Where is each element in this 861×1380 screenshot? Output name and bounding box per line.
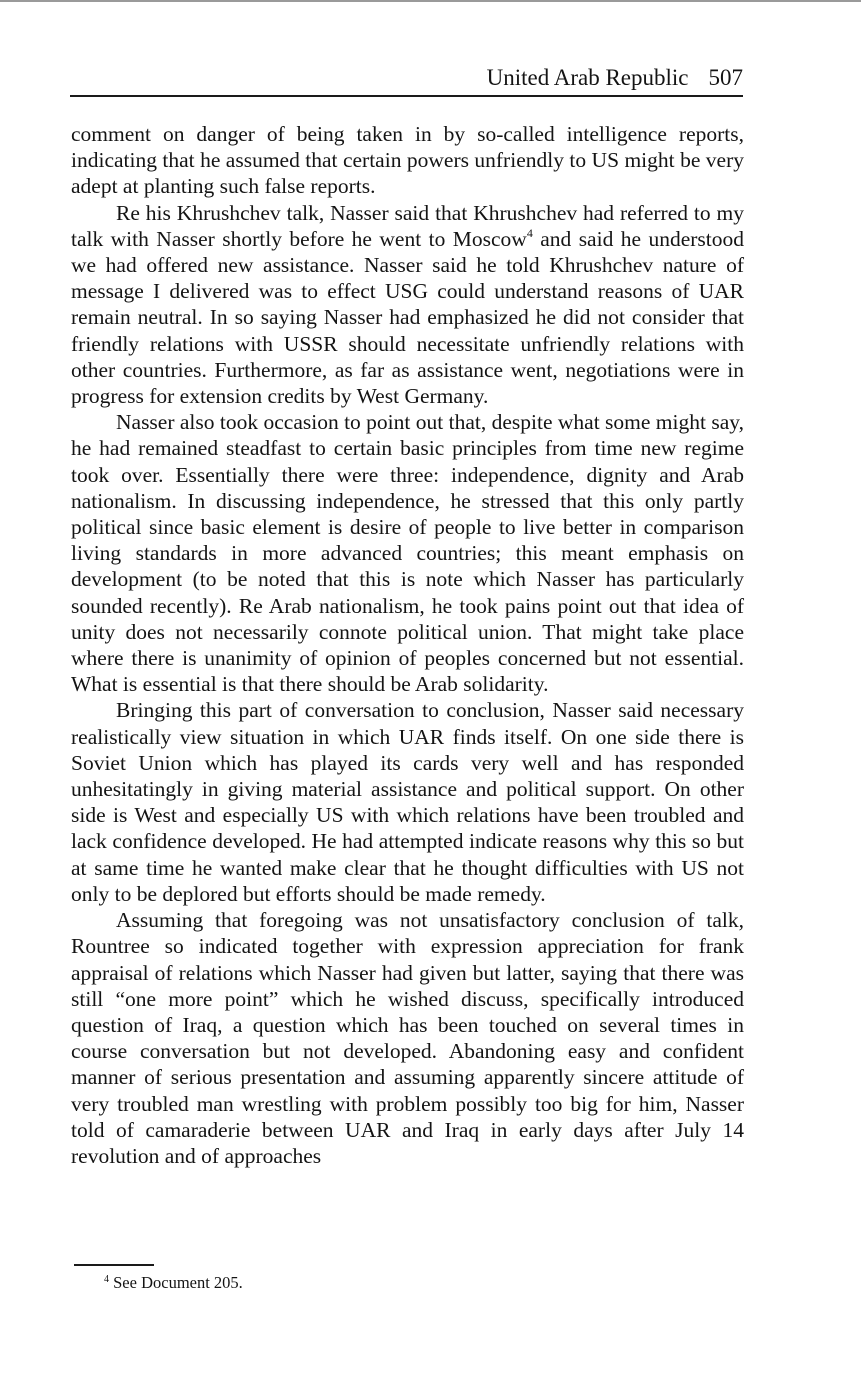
footnote-rule [74, 1264, 154, 1266]
paragraph-2 [71, 200, 744, 410]
paragraph-5: Assuming that foregoing was not unsatisfactory conclusion of talk, Rountree so indicated together with expression appreciation for frank appraisal of relations which Nasser had given but latter, saying that there was still “one more point” which he wished discuss, specifically introduced question of Iraq, a question which has been touched on several times in course conversation but not developed. Abandoning easy and confident manner of serious presentation and assuming apparently sincere attitude of very troubled man wrestling with problem possibly too big for him, Nasser told of camaraderie between UAR and Iraq in early days after July 14 revolution and of approaches [71, 908, 744, 1168]
running-title: United Arab Republic [486, 65, 689, 90]
footnote [104, 1273, 243, 1293]
footnote-text: See Document 205. [109, 1273, 243, 1292]
running-header [70, 62, 743, 97]
paragraph-2-part-a: Re his Khrushchev talk, Nasser said that Khrushchev had referred to my talk with Nasser shortly before he went to Moscow [71, 200, 744, 251]
body-text [71, 121, 744, 1169]
footnote-marker: 4 [104, 1274, 109, 1285]
footnote-reference-4[interactable]: 4 [526, 225, 533, 240]
paragraph-2-part-b: and said he understood we had offered new assistance. Nasser said he told Khrushchev nature of message I delivered was to effect USG could understand reasons of UAR remain neutral. In so saying Nasser had emphasized he did not consider that friendly relations with USSR should necessitate unfriendly relations with other countries. Furthermore, as far as assistance went, negotiations were in progress for extension credits by West Germany. [71, 226, 744, 409]
page-number: 507 [708, 65, 743, 90]
paragraph-3: Nasser also took occasion to point out that, despite what some might say, he had remained steadfast to certain basic principles from time new regime took over. Essentially there were three: independence, dignity and Arab nationalism. In discussing independence, he stressed that this only partly political since basic element is desire of people to live better in comparison living standards in more advanced countries; this meant emphasis on development (to be noted that this is note which Nasser has particularly sounded recently). Re Arab nationalism, he took pains point out that idea of unity does not necessarily connote political union. That might take place where there is unanimity of opinion of peoples concerned but not essential. What is essential is that there should be Arab solidarity. [71, 410, 744, 697]
page-top-edge [0, 0, 861, 2]
paragraph-4: Bringing this part of conversation to conclusion, Nasser said necessary realistically view situation in which UAR finds itself. On one side there is Soviet Union which has played its cards very well and has responded unhesitatingly in giving material assistance and political support. On other side is West and especially US with which relations have been troubled and lack confidence developed. He had attempted indicate reasons why this so but at same time he wanted make clear that he thought difficulties with US not only to be deplored but efforts should be made remedy. [71, 698, 744, 906]
paragraph-1: comment on danger of being taken in by so-called intelligence reports, indicating that he assumed that certain powers unfriendly to US might be very adept at planting such false reports. [71, 122, 744, 199]
